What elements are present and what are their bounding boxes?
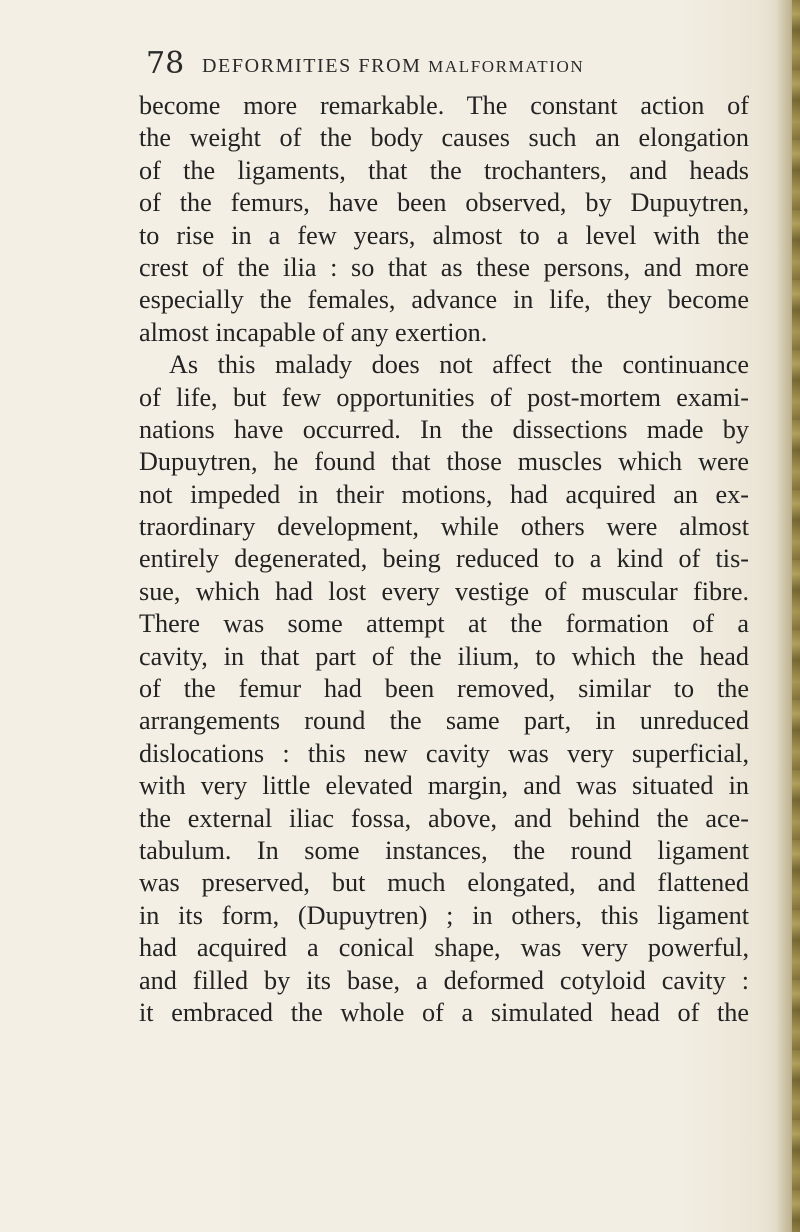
text-line: crest of the ilia : so that as these persons, and more [139,252,749,282]
paragraph-2 [139,349,749,1029]
text-line: sue, which had lost every vestige of muscular fibre. [139,576,749,606]
text-line: traordinary development, while others were almost [139,512,749,542]
text-line: not impeded in their motions, had acquired an ex- [139,479,749,509]
text-line: arrangements round the same part, in unreduced [139,706,749,736]
text-line: was preserved, but much elongated, and flattened [139,868,749,898]
text-line: in its form, (Dupuytren) ; in others, this ligament [139,900,749,930]
text-line: to rise in a few years, almost to a level with the [139,220,749,250]
text-line: cavity, in that part of the ilium, to which the head [139,641,749,671]
text-line: of life, but few opportunities of post-mortem exami- [139,382,749,412]
text-line: with very little elevated margin, and was situated in [139,771,749,801]
page-header [0,46,800,92]
page-number: 78 [146,46,185,81]
text-line: As this malady does not affect the continuance [169,350,749,380]
text-line: of the ligaments, that the trochanters, and heads [139,155,749,185]
text-line: of the femur had been removed, similar to the [139,674,749,704]
text-line: become more remarkable. The constant action of [139,91,749,120]
text-line: and filled by its base, a deformed cotyloid cavity : [139,965,749,995]
body-text [139,90,749,1029]
text-line: There was some attempt at the formation of a [139,609,749,639]
text-line: of the femurs, have been observed, by Dupuytren, [139,188,749,218]
running-head-part1: DEFORMITIES FROM [202,55,429,77]
text-line: Dupuytren, he found that those muscles which were [139,447,749,477]
text-line: it embraced the whole of a simulated head of the [139,997,749,1027]
paragraph-1 [139,90,749,349]
text-line: entirely degenerated, being reduced to a kind of tis- [139,544,749,574]
text-line: almost incapable of any exertion. [139,317,488,347]
page-edge-shadow [776,0,800,1232]
text-line: the external iliac fossa, above, and behind the ace- [139,803,749,833]
running-head-part2: MALFORMATION [428,57,585,76]
text-line: the weight of the body causes such an elongation [139,123,749,153]
text-line: had acquired a conical shape, was very powerful, [139,933,749,963]
text-line: dislocations : this new cavity was very superficial, [139,738,749,768]
text-line: especially the females, advance in life, they become [139,285,749,315]
running-head [202,55,584,78]
text-line: nations have occurred. In the dissections made by [139,414,749,444]
text-line: tabulum. In some instances, the round ligament [139,835,749,865]
